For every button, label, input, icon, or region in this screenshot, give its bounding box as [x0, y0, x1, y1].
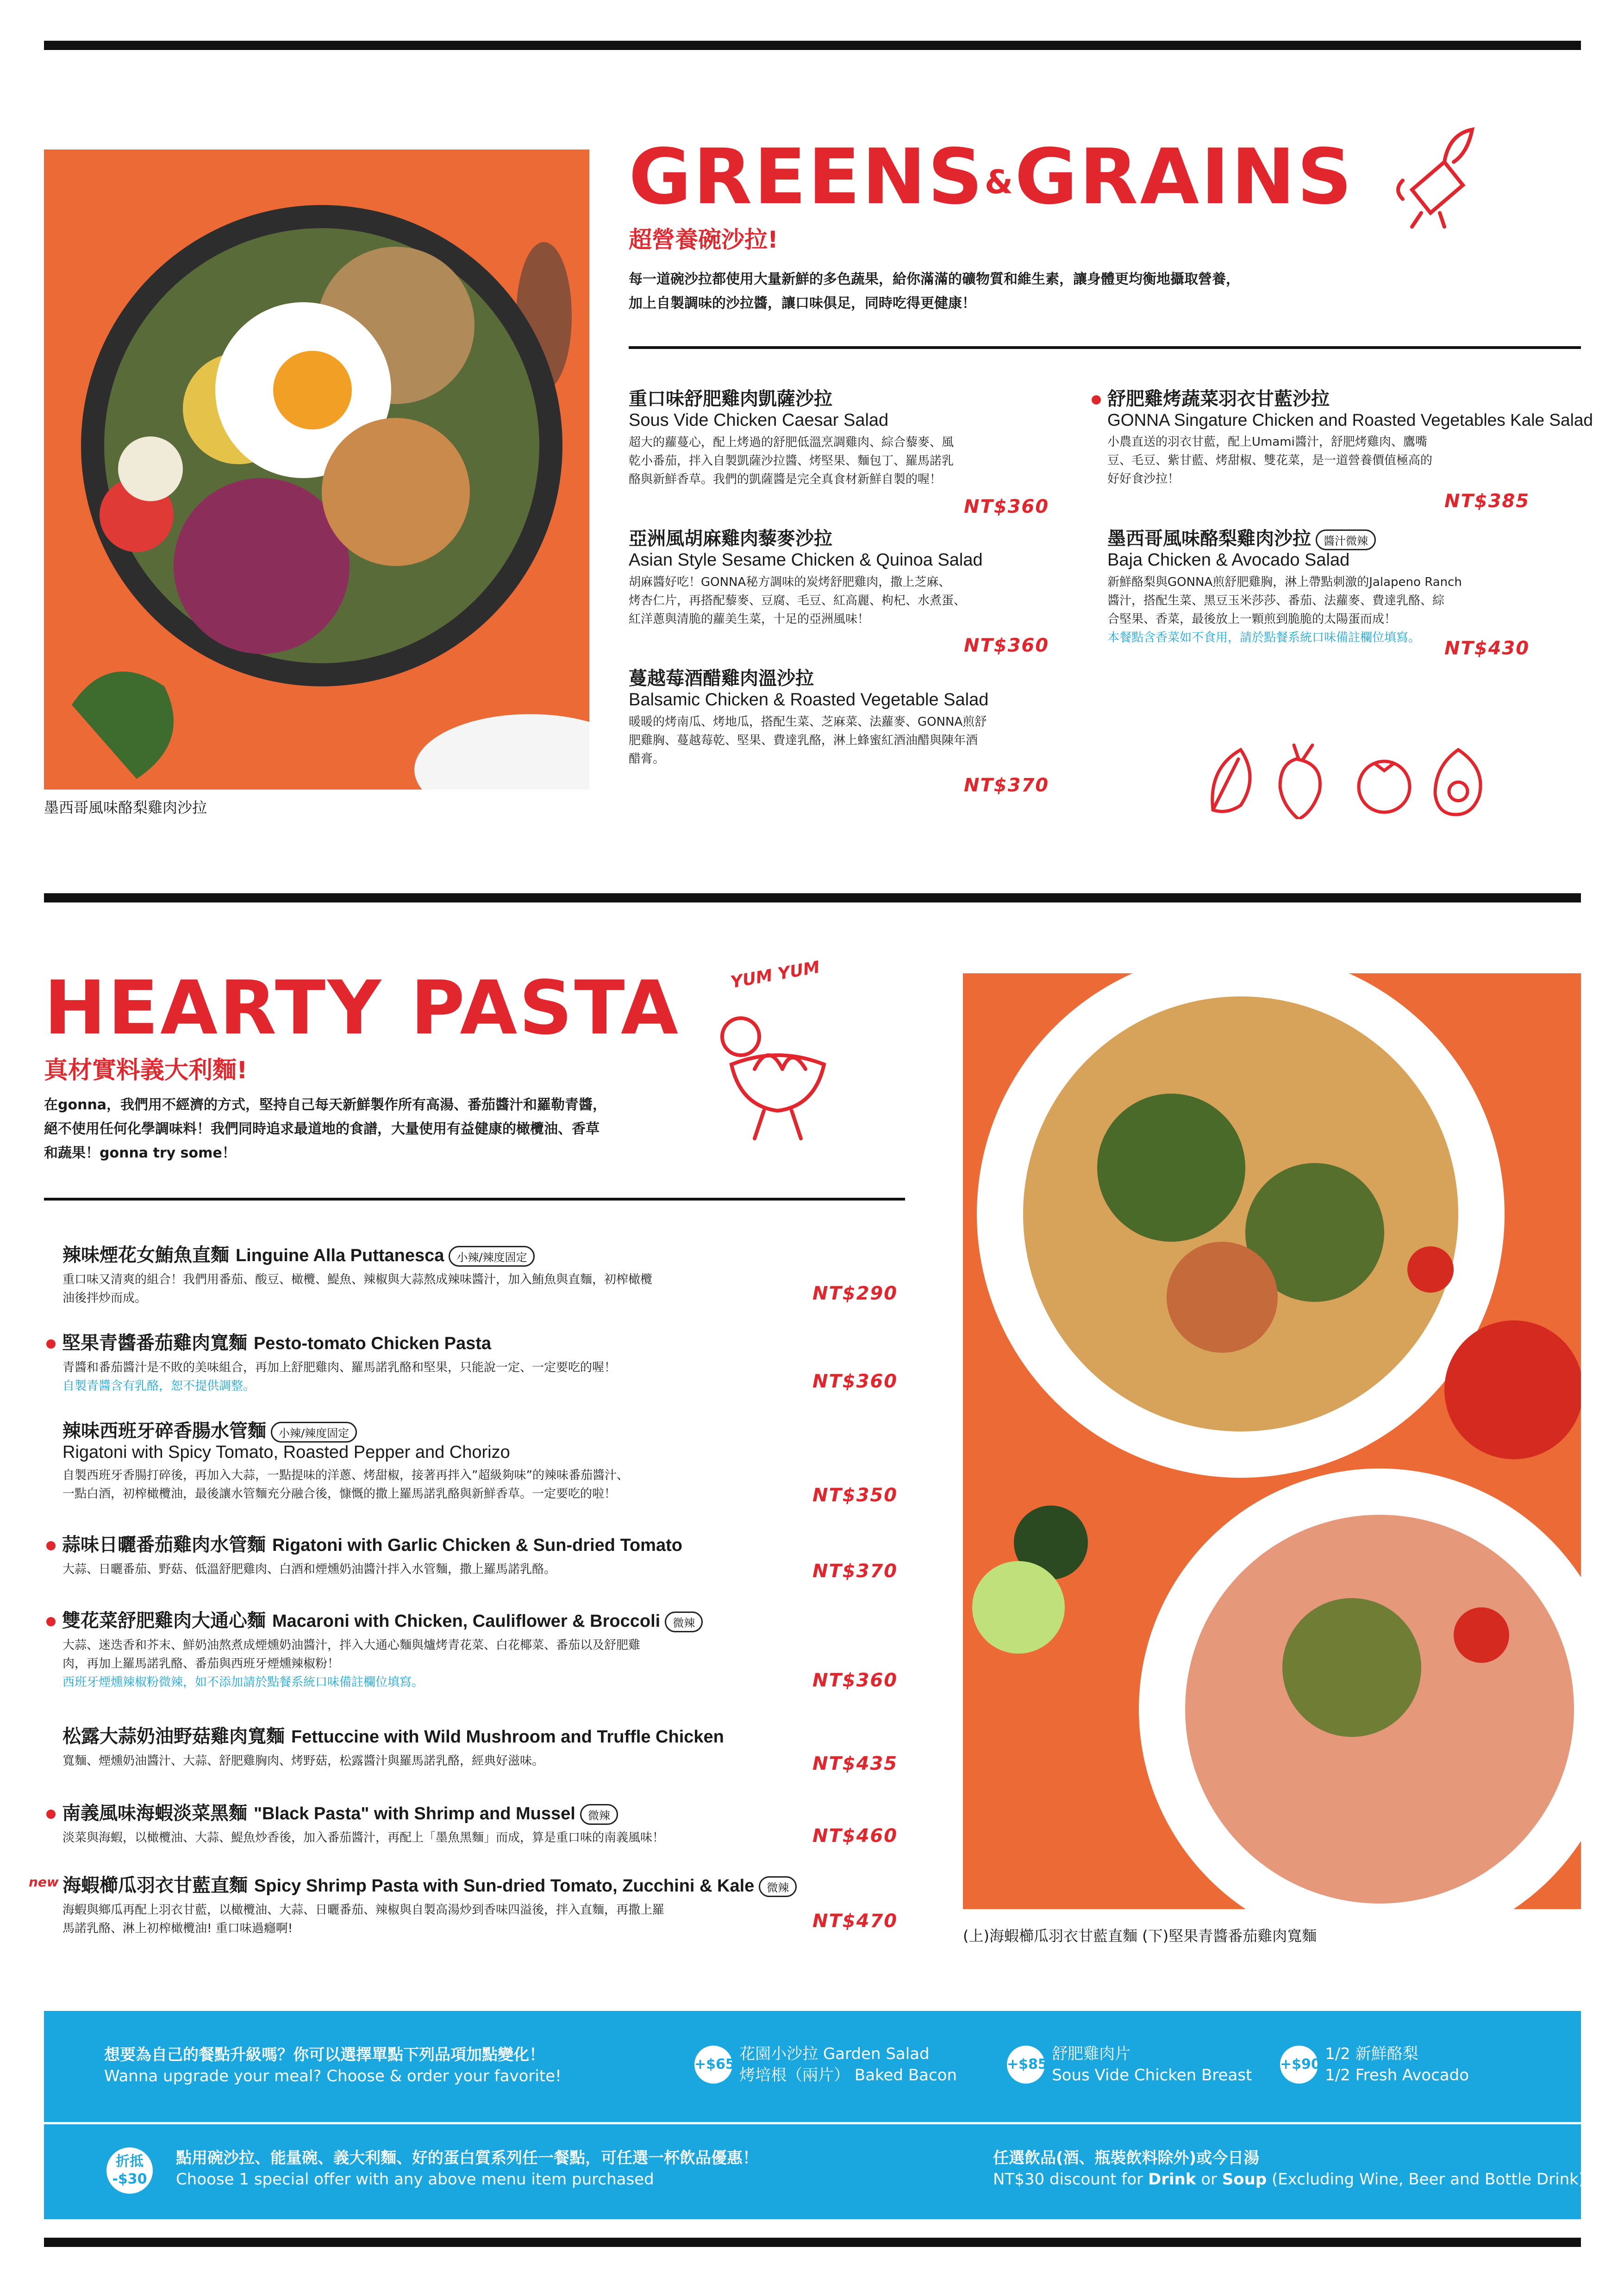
- spicy-tag: 小辣/辣度固定: [449, 1246, 535, 1267]
- item-price: NT$360: [964, 496, 1049, 517]
- item-name-zh: 辣味西班牙碎香腸水管麵 小辣/辣度固定: [62, 1416, 803, 1443]
- item-description: 新鮮酪梨與GONNA煎舒肥雞胸，淋上帶點刺激的Jalapeno Ranch 醬汁，搭配生菜、黑豆玉米莎莎、番茄、法蘿麥、費達乳酪、綜 合堅果、香菜，最後放上一顆煎到脆脆的太陽蛋而成！: [1107, 575, 1462, 626]
- pasta-rule: [44, 1198, 905, 1201]
- tomato-icon: [1359, 761, 1410, 812]
- menu-item[interactable]: [62, 1416, 803, 1503]
- item-description: 超大的蘿蔓心，配上烤過的舒肥低溫烹調雞肉、綜合藜麥、風 乾小番茄，拌入自製凱薩沙拉醬、烤堅果、麵包丁、羅馬諾乳 酪與新鮮香草。我們的凱薩醬是完全真食材新鮮自製的喔！: [629, 436, 954, 486]
- yum-yum-text: YUM YUM: [729, 958, 821, 992]
- item-name-zh: 蔓越莓酒醋雞肉溫沙拉: [629, 668, 814, 689]
- item-description: 寬麵、煙燻奶油醬汁、大蒜、舒肥雞胸肉、烤野菇，松露醬汁與羅馬諾乳酪，經典好滋味。: [62, 1754, 544, 1768]
- new-badge: new: [29, 1874, 59, 1890]
- greens-rule: [629, 346, 1581, 349]
- item-description: 大蒜、日曬番茄、野菇、低溫舒肥雞肉、白酒和煙燻奶油醬汁拌入水管麵，撒上羅馬諾乳酪。: [62, 1562, 556, 1576]
- item-price: NT$350: [812, 1485, 898, 1506]
- item-description: 大蒜、迷迭香和芥末、鮮奶油熬煮成煙燻奶油醬汁，拌入大通心麵與爐烤青花菜、白花椰菜、番茄以及舒肥雞 肉，再加上羅馬諾乳酪、番茄與西班牙煙燻辣椒粉！: [62, 1638, 641, 1671]
- item-name-en: Rigatoni with Spicy Tomato, Roasted Pepper and Chorizo: [62, 1443, 510, 1462]
- top-divider: [44, 41, 1581, 50]
- item-name-zh: 墨西哥風味酪梨雞肉沙拉 醬汁微辣: [1107, 524, 1589, 550]
- discount-banner: [44, 2124, 1585, 2219]
- pasta-photo: [963, 973, 1581, 1909]
- item-price: NT$360: [964, 635, 1049, 656]
- menu-item[interactable]: [46, 1798, 806, 1847]
- recommend-dot-icon: [46, 1617, 56, 1626]
- pasta-photo-caption: (上)海蝦櫛瓜羽衣甘藍直麵 (下)堅果青醬番茄雞肉寬麵: [963, 1927, 1317, 1945]
- item-name-en: Baja Chicken & Avocado Salad: [1107, 550, 1350, 570]
- item-price: NT$360: [812, 1371, 898, 1392]
- item-name-zh: 亞洲風胡麻雞肉藜麥沙拉: [629, 528, 832, 549]
- spicy-tag: 微辣: [665, 1612, 703, 1632]
- menu-item[interactable]: [62, 1871, 822, 1938]
- recommend-dot-icon: [46, 1339, 56, 1349]
- recommend-dot-icon: [1092, 395, 1101, 404]
- pasta-intro-line: 在gonna，我們用不經濟的方式，堅持自己每天新鮮製作所有高湯、番茄醬汁和羅勒青醬，: [44, 1097, 607, 1113]
- item-name: 雙花菜舒肥雞肉大通心麵 Macaroni with Chicken, Cauliflower & Broccoli 微辣: [46, 1606, 806, 1632]
- price-coin: +$85: [1007, 2046, 1045, 2084]
- menu-item[interactable]: [46, 1328, 806, 1395]
- greens-intro-line: 每一道碗沙拉都使用大量新鮮的多色蔬果，給你滿滿的礦物質和維生素，讓身體更均衡地攝取營養，: [629, 271, 1240, 287]
- menu-item[interactable]: [62, 1240, 803, 1307]
- spicy-tag: 微辣: [759, 1876, 797, 1897]
- greens-intro-line: 加上自製調味的沙拉醬，讓口味俱足，同時吃得更健康！: [629, 295, 976, 311]
- item-price: NT$370: [812, 1561, 898, 1582]
- item-name: 辣味煙花女鮪魚直麵 Linguine Alla Puttanesca 小辣/辣度固定: [62, 1240, 803, 1267]
- avocado-icon: [1435, 750, 1480, 815]
- item-name: 堅果青醬番茄雞肉寬麵 Pesto-tomato Chicken Pasta: [46, 1328, 806, 1355]
- discount-text: 點用碗沙拉、能量碗、義大利麵、好的蛋白質系列任一餐點，可任選一杯飲品優惠！ Choose 1 special offer with any above menu item purchased: [176, 2149, 758, 2189]
- item-description: 淡菜與海蝦，以橄欖油、大蒜、鯷魚炒香後，加入番茄醬汁，再配上「墨魚黑麵」而成，算是重口味的南義風味！: [62, 1831, 665, 1845]
- middle-divider: [44, 893, 1581, 902]
- pasta-title: HEARTY PASTA: [44, 964, 680, 1051]
- item-description: 海蝦與鄉瓜再配上羽衣甘藍，以橄欖油、大蒜、日曬番茄、辣椒與自製高湯炒到香味四溢後，拌入直麵，再撒上羅 馬諾乳酪、淋上初榨橄欖油! 重口味過癮啊!: [62, 1903, 665, 1935]
- discount-detail: 任選飲品(酒、瓶裝飲料除外)或今日湯 NT$30 discount for Drink or Soup (Excluding Wine, Beer and Bottle Drink): [993, 2149, 1585, 2189]
- spicy-tag: 醬汁微辣: [1316, 529, 1376, 550]
- item-description: 小農直送的羽衣甘藍，配上Umami醬汁，舒肥烤雞肉、鷹嘴 豆、毛豆、紫甘藍、烤甜椒、雙花菜，是一道營養價值極高的 好好食沙拉！: [1107, 435, 1433, 486]
- item-description: 自製西班牙香腸打碎後，再加入大蒜，一點提味的洋蔥、烤甜椒，接著再拌入”超級夠味”的辣味番茄醬汁、 一點白酒，初榨橄欖油，最後讓水管麵充分融合後，慷慨的撒上羅馬諾乳酪與新鮮香草。一定要吃的啦！: [62, 1468, 629, 1501]
- spicy-tag: 小辣/辣度固定: [271, 1422, 357, 1443]
- item-price: NT$360: [812, 1670, 898, 1691]
- price-coin: +$65: [694, 2046, 732, 2084]
- item-price: NT$370: [964, 775, 1049, 796]
- item-description: 青醬和番茄醬汁是不敗的美味組合，再加上舒肥雞肉、羅馬諾乳酪和堅果，只能說一定、一定要吃的喔！: [62, 1361, 617, 1375]
- leaf-icon: [1212, 750, 1250, 811]
- recommend-dot-icon: [46, 1541, 56, 1550]
- pasta-subtitle: 真材實料義大利麵!: [44, 1057, 248, 1084]
- menu-item[interactable]: [1107, 524, 1589, 647]
- salad-photo: [44, 149, 589, 790]
- item-price: NT$470: [812, 1910, 898, 1932]
- radish-icon: [1280, 745, 1320, 819]
- item-name-en: Sous Vide Chicken Caesar Salad: [629, 411, 889, 430]
- item-name-zh: 舒肥雞烤蔬菜羽衣甘藍沙拉: [1092, 384, 1582, 411]
- menu-item[interactable]: [46, 1530, 806, 1579]
- item-price: NT$460: [812, 1825, 898, 1847]
- veggie-icons: [1204, 740, 1491, 819]
- bottom-divider: [44, 2238, 1581, 2247]
- item-note: 本餐點含香菜如不食用，請於點餐系統口味備註欄位填寫。: [1107, 631, 1421, 645]
- menu-item[interactable]: [62, 1722, 803, 1770]
- greens-title: GREENS&GRAINS: [629, 132, 1354, 221]
- menu-item[interactable]: [629, 664, 1013, 768]
- item-description: 重口味又清爽的組合！我們用番茄、酸豆、橄欖、鯷魚、辣椒與大蒜熬成辣味醬汁，加入鮪魚與直麵，初榨橄欖 油後拌炒而成。: [62, 1273, 653, 1305]
- item-name-en: Asian Style Sesame Chicken & Quinoa Salad: [629, 550, 983, 570]
- pasta-intro: [44, 1093, 877, 1165]
- item-description: 胡麻醬好吃！GONNA秘方調味的炭烤舒肥雞肉，撒上芝麻、 烤杏仁片，再搭配藜麥、豆腐、毛豆、紅高麗、枸杞、水煮蛋、 紅洋蔥與清脆的蘿美生菜，十足的亞洲風味！: [629, 575, 966, 626]
- item-name-zh: 重口味舒肥雞肉凱薩沙拉: [629, 388, 832, 410]
- item-name: 南義風味海蝦淡菜黑麵 "Black Pasta" with Shrimp and Mussel 微辣: [46, 1798, 806, 1825]
- upgrade-option: +$65 花園小沙拉 Garden Salad 烤培根（兩片） Baked Bacon: [694, 2045, 957, 2084]
- upgrade-banner: [44, 2011, 1581, 2122]
- menu-item[interactable]: [1092, 384, 1593, 488]
- upgrade-option: +$85 舒肥雞肉片 Sous Vide Chicken Breast: [1007, 2045, 1252, 2084]
- recommend-dot-icon: [46, 1810, 56, 1819]
- greens-subtitle: 超營養碗沙拉!: [629, 226, 778, 253]
- item-name: 海蝦櫛瓜羽衣甘藍直麵 Spicy Shrimp Pasta with Sun-dried Tomato, Zucchini & Kale 微辣: [62, 1871, 822, 1897]
- greens-intro: [629, 268, 1416, 316]
- menu-item[interactable]: [46, 1606, 806, 1692]
- item-note: 西班牙煙燻辣椒粉微辣，如不添加請於點餐系統口味備註欄位填寫。: [62, 1675, 424, 1689]
- upgrade-option: +$90 1/2 新鮮酪梨 1/2 Fresh Avocado: [1280, 2045, 1469, 2084]
- price-coin: +$90: [1280, 2046, 1318, 2084]
- item-price: NT$430: [1444, 638, 1530, 659]
- menu-item[interactable]: [629, 384, 1013, 489]
- menu-item[interactable]: [629, 524, 1013, 628]
- item-description: 暖暖的烤南瓜、烤地瓜，搭配生菜、芝麻菜、法蘿麥、GONNA煎舒 肥雞胸、蔓越莓乾、堅果、費達乳酪，淋上蜂蜜紅酒油醋與陳年酒 醋膏。: [629, 715, 987, 766]
- item-name-en: Balsamic Chicken & Roasted Vegetable Salad: [629, 690, 989, 709]
- upgrade-text: [104, 2044, 562, 2087]
- salad-photo-caption: 墨西哥風味酪梨雞肉沙拉: [44, 799, 207, 816]
- item-name-en: GONNA Singature Chicken and Roasted Vegetables Kale Salad: [1107, 411, 1593, 429]
- salad-mascot-icon: [1384, 125, 1491, 231]
- item-name: 蒜味日曬番茄雞肉水管麵 Rigatoni with Garlic Chicken & Sun-dried Tomato: [46, 1530, 806, 1556]
- item-price: NT$385: [1444, 491, 1530, 512]
- upgrade-text-zh: 想要為自己的餐點升級嗎？你可以選擇單點下列品項加點變化！: [104, 2046, 545, 2064]
- item-price: NT$290: [812, 1283, 898, 1304]
- discount-badge: 折抵 -$30: [106, 2147, 153, 2194]
- pasta-intro-line: 絕不使用任何化學調味料！我們同時追求最道地的食譜，大量使用有益健康的橄欖油、香草: [44, 1121, 600, 1137]
- item-note: 自製青醬含有乳酪，恕不提供調整。: [62, 1379, 256, 1393]
- pasta-intro-line: 和蔬果！gonna try some！: [44, 1145, 236, 1161]
- item-name: 松露大蒜奶油野菇雞肉寬麵 Fettuccine with Wild Mushroom and Truffle Chicken: [62, 1726, 724, 1747]
- spicy-tag: 微辣: [580, 1804, 618, 1825]
- upgrade-text-en: Wanna upgrade your meal? Choose & order your favorite!: [104, 2067, 562, 2085]
- item-price: NT$435: [812, 1753, 898, 1774]
